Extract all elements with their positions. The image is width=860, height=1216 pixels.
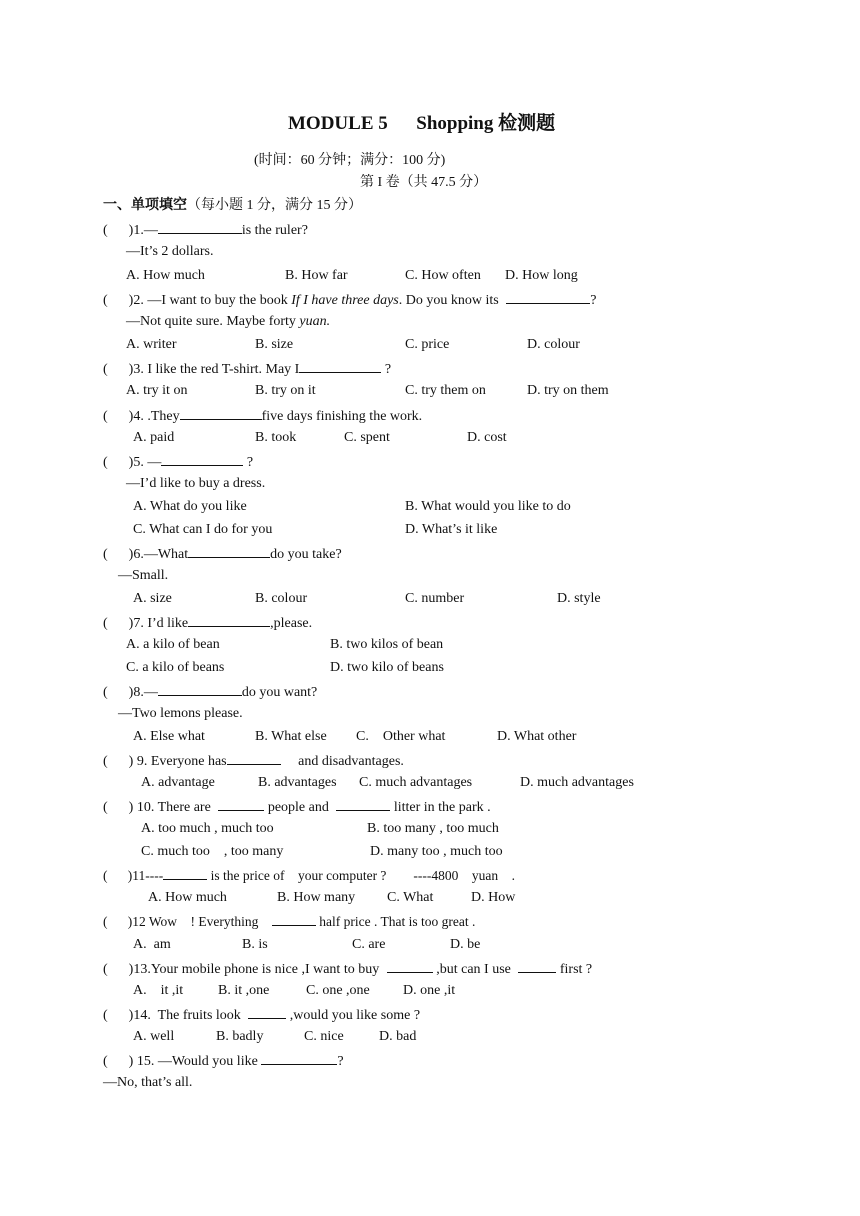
q3-option-a[interactable]: A. try it on: [126, 383, 188, 398]
q12-option-a[interactable]: A. am: [133, 937, 171, 952]
q9-option-b[interactable]: B. advantages: [258, 775, 337, 790]
q8-text: ( )8.—: [103, 685, 158, 700]
question-9: [103, 750, 404, 772]
q5-option-c[interactable]: C. What can I do for you: [133, 522, 273, 537]
section-heading-title: 一、单项填空: [103, 198, 187, 213]
q13-option-d[interactable]: D. one ,it: [403, 983, 456, 998]
question-13: [103, 958, 592, 980]
section-heading-note: （每小题 1 分，满分 15 分）: [187, 198, 362, 213]
q3-option-c[interactable]: C. try them on: [405, 383, 486, 398]
q2-blank[interactable]: [506, 289, 590, 304]
q6-text-end: do you take?: [270, 547, 342, 562]
q7-blank[interactable]: [188, 612, 270, 627]
q9-text: ( ) 9. Everyone has: [103, 754, 227, 769]
q2-text: ( )2. —I want to buy the book: [103, 293, 292, 308]
q12-text: ( )12 Wow ! Everything: [103, 914, 272, 929]
q14-text-end: ,would you like some ?: [286, 1008, 421, 1023]
q8-option-c[interactable]: C. Other what: [356, 729, 446, 744]
q11-option-d[interactable]: D. How: [471, 890, 516, 905]
question-5: [103, 451, 253, 473]
q3-option-d[interactable]: D. try on them: [527, 383, 609, 398]
q14-option-b[interactable]: B. badly: [216, 1029, 264, 1044]
q6-reply: —Small.: [118, 568, 169, 583]
q10-text: ( ) 10. There are: [103, 800, 215, 815]
q14-option-d[interactable]: D. bad: [379, 1029, 417, 1044]
question-1: [103, 219, 308, 241]
q11-option-a[interactable]: A. How much: [148, 890, 227, 905]
question-12: [103, 911, 475, 932]
q7-text: ( )7. I’d like: [103, 616, 189, 631]
q15-reply: —No, that’s all.: [103, 1075, 193, 1090]
question-2: [103, 289, 596, 311]
q3-text: ( )3. I like the red T-shirt. May I: [103, 362, 300, 377]
q13-text-end: first ?: [556, 962, 593, 977]
q6-text: ( )6.—What: [103, 547, 189, 562]
page-title: MODULE 5 Shopping 检测题: [288, 113, 556, 134]
q5-blank[interactable]: [161, 451, 243, 466]
q6-option-b[interactable]: B. colour: [255, 591, 308, 606]
q6-blank[interactable]: [188, 543, 270, 558]
q1-blank[interactable]: [158, 219, 242, 234]
q2-reply-yuan: yuan.: [299, 314, 331, 329]
q1-option-b[interactable]: B. How far: [285, 268, 348, 283]
q1-option-c[interactable]: C. How often: [405, 268, 481, 283]
q9-option-d[interactable]: D. much advantages: [520, 775, 634, 790]
q14-option-c[interactable]: C. nice: [304, 1029, 344, 1044]
q4-blank[interactable]: [180, 405, 262, 420]
question-8: [103, 681, 317, 703]
q15-text: ( ) 15. —Would you like: [103, 1054, 262, 1069]
q2-text-end: ?: [590, 293, 597, 308]
q2-reply: [126, 312, 330, 332]
q1-reply: —It’s 2 dollars.: [126, 244, 214, 259]
q5-option-d[interactable]: D. What’s it like: [405, 522, 498, 537]
q11-option-c[interactable]: C. What: [387, 890, 434, 905]
q13-blank-1[interactable]: [387, 958, 433, 973]
section-heading: [103, 196, 362, 216]
q4-text: ( )4. .They: [103, 409, 180, 424]
q7-option-d[interactable]: D. two kilo of beans: [330, 660, 444, 675]
question-14: [103, 1004, 420, 1026]
q8-reply: —Two lemons please.: [118, 706, 243, 721]
q14-option-a[interactable]: A. well: [133, 1029, 175, 1044]
q5-text-end: ?: [243, 455, 254, 470]
q4-text-end: five days finishing the work.: [261, 409, 423, 424]
q2-text-mid: . Do you know its: [398, 293, 503, 308]
q12-text-end: half price . That is too great .: [315, 914, 476, 929]
q11-text: ( )11----: [103, 868, 164, 883]
q9-option-c[interactable]: C. much advantages: [359, 775, 473, 790]
q10-blank-1[interactable]: [218, 796, 264, 811]
q12-blank[interactable]: [272, 911, 316, 926]
q2-book-title: If I have three days: [291, 293, 399, 308]
q13-option-c[interactable]: C. one ,one: [306, 983, 370, 998]
q9-option-a[interactable]: A. advantage: [141, 775, 215, 790]
q1-option-d[interactable]: D. How long: [505, 268, 578, 283]
q12-option-c[interactable]: C. are: [352, 937, 386, 952]
q4-option-c[interactable]: C. spent: [344, 430, 390, 445]
q7-option-c[interactable]: C. a kilo of beans: [126, 660, 225, 675]
q10-text-mid: people and: [264, 800, 333, 815]
q13-blank-2[interactable]: [518, 958, 556, 973]
q1-text-end: is the ruler?: [241, 223, 308, 238]
q13-text: ( )13.Your mobile phone is nice ,I want to buy: [103, 962, 383, 977]
q6-option-d[interactable]: D. style: [557, 591, 601, 606]
q11-option-b[interactable]: B. How many: [277, 890, 356, 905]
q9-blank[interactable]: [227, 750, 281, 765]
q14-blank[interactable]: [248, 1004, 286, 1019]
q2-option-a[interactable]: A. writer: [126, 337, 177, 352]
question-6: [103, 543, 342, 565]
q13-option-a[interactable]: A. it ,it: [133, 983, 184, 998]
q10-option-d[interactable]: D. many too , much too: [370, 844, 503, 859]
question-4: [103, 405, 422, 427]
q2-option-d[interactable]: D. colour: [527, 337, 580, 352]
q3-text-end: ?: [381, 362, 392, 377]
q4-option-a[interactable]: A. paid: [133, 430, 175, 445]
question-7: [103, 612, 312, 634]
q15-text-end: ?: [337, 1054, 344, 1069]
q4-option-b[interactable]: B. took: [255, 430, 297, 445]
q12-option-b[interactable]: B. is: [242, 937, 268, 952]
q8-blank[interactable]: [158, 681, 242, 696]
q5-text: ( )5. —: [103, 455, 162, 470]
q11-blank[interactable]: [163, 865, 207, 880]
q7-text-end: ,please.: [270, 616, 313, 631]
q5-option-a[interactable]: A. What do you like: [133, 499, 247, 514]
q8-option-a[interactable]: A. Else what: [133, 729, 205, 744]
q9-text-end: and disadvantages.: [280, 754, 404, 769]
q15-blank[interactable]: [261, 1050, 337, 1065]
q10-blank-2[interactable]: [336, 796, 390, 811]
q7-option-a[interactable]: A. a kilo of bean: [126, 637, 220, 652]
q1-option-a[interactable]: A. How much: [126, 268, 205, 283]
q6-option-c[interactable]: C. number: [405, 591, 465, 606]
q10-option-a[interactable]: A. too much , much too: [141, 821, 274, 836]
q3-option-b[interactable]: B. try on it: [255, 383, 316, 398]
q2-option-c[interactable]: C. price: [405, 337, 450, 352]
q7-option-b[interactable]: B. two kilos of bean: [330, 637, 444, 652]
q14-text: ( )14. The fruits look: [103, 1008, 245, 1023]
q3-blank[interactable]: [299, 358, 381, 373]
question-11: [103, 865, 515, 886]
q8-option-d[interactable]: D. What other: [497, 729, 577, 744]
question-15: [103, 1050, 344, 1072]
q2-reply-text: —Not quite sure. Maybe forty: [126, 314, 300, 329]
q11-text-end: is the price of your computer ? ----4800 yuan .: [207, 868, 516, 883]
q8-text-end: do you want?: [241, 685, 318, 700]
q13-option-b[interactable]: B. it ,one: [218, 983, 270, 998]
q10-text-end: litter in the park .: [390, 800, 491, 815]
time-info: (时间：60 分钟；满分：100 分): [254, 153, 446, 168]
question-3: [103, 358, 391, 380]
q4-option-d[interactable]: D. cost: [467, 430, 507, 445]
volume-info: 第 I 卷（共 47.5 分）: [360, 175, 488, 190]
q10-option-b[interactable]: B. too many , too much: [367, 821, 499, 836]
q10-option-c[interactable]: C. much too , too many: [141, 844, 284, 859]
q13-text-mid: ,but can I use: [432, 962, 515, 977]
q1-text: ( )1.—: [103, 223, 158, 238]
q12-option-d[interactable]: D. be: [450, 937, 481, 952]
question-10: [103, 796, 491, 818]
q5-reply: —I’d like to buy a dress.: [126, 476, 266, 491]
q6-option-a[interactable]: A. size: [133, 591, 172, 606]
q8-option-b[interactable]: B. What else: [255, 729, 327, 744]
q2-option-b[interactable]: B. size: [255, 337, 294, 352]
q5-option-b[interactable]: B. What would you like to do: [405, 499, 571, 514]
